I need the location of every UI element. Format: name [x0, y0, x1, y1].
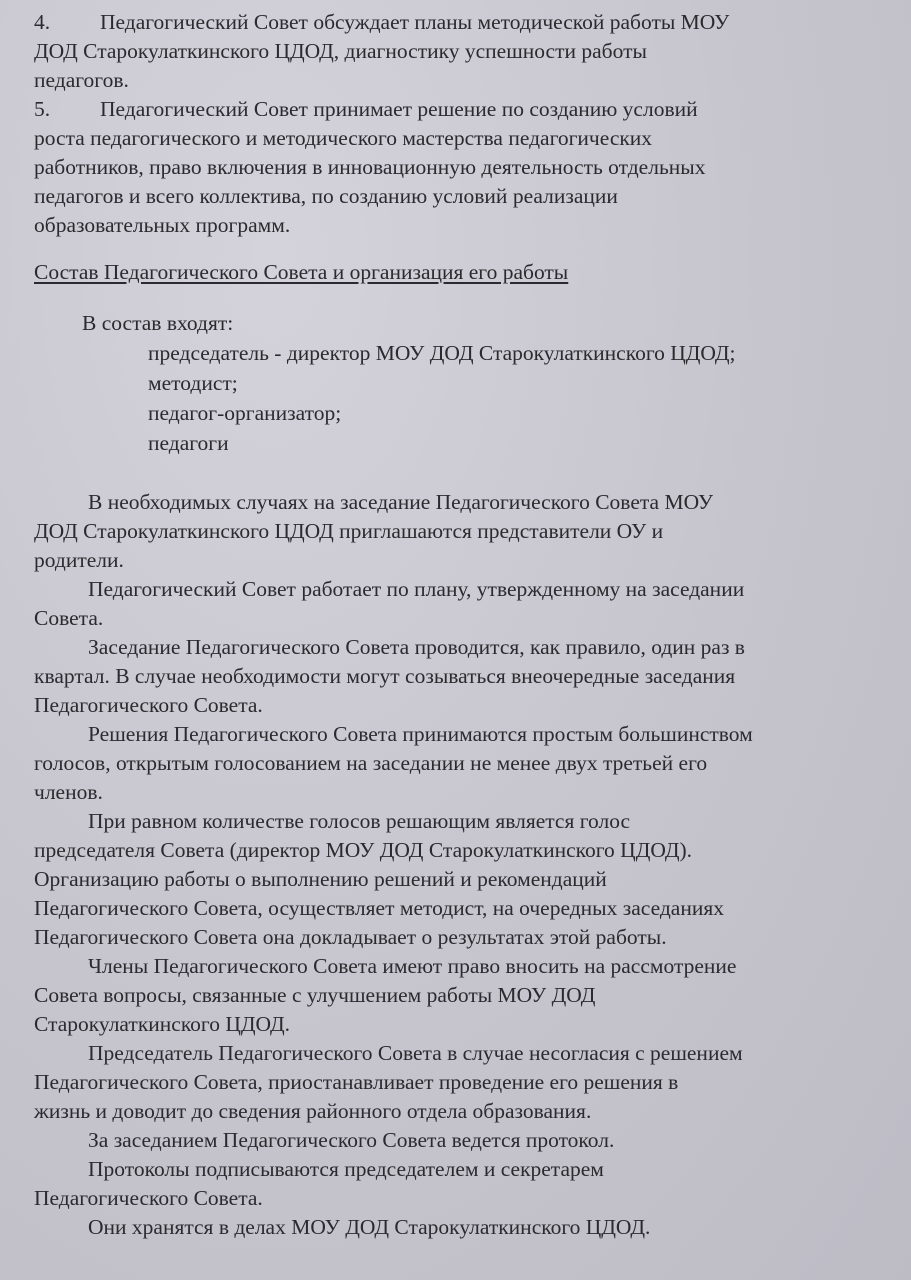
composition-intro: В состав входят:	[82, 311, 234, 335]
text-line: ДОД Старокулаткинского ЦДОД приглашаются представители ОУ и	[34, 519, 664, 543]
paragraph	[34, 633, 881, 720]
text-line: педагогов и всего коллектива, по созданию условий реализации	[34, 184, 618, 208]
text-line: образовательных программ.	[34, 213, 291, 237]
text-line: Председатель Педагогического Совета в случае несогласия с решением	[88, 1041, 743, 1065]
text-line: членов.	[34, 780, 103, 804]
text-line: Решения Педагогического Совета принимаются простым большинством	[88, 722, 753, 746]
text-line: ДОД Старокулаткинского ЦДОД, диагностику успешности работы	[34, 39, 647, 63]
composition-member: педагог-организатор;	[148, 401, 342, 425]
numbered-item-5	[34, 95, 881, 240]
paragraph	[34, 488, 881, 575]
paragraph	[34, 1213, 881, 1242]
paragraph	[34, 1039, 881, 1126]
section-heading: Состав Педагогического Совета и организация его работы	[34, 260, 569, 284]
paragraph	[34, 1155, 881, 1213]
text-line: роста педагогического и методического мастерства педагогических	[34, 126, 653, 150]
text-line: В необходимых случаях на заседание Педагогического Совета МОУ	[88, 490, 714, 514]
text-line: работников, право включения в инновационную деятельность отдельных	[34, 155, 706, 179]
item-number: 5.	[34, 97, 51, 121]
numbered-item-4	[34, 8, 881, 95]
item-number: 4.	[34, 10, 51, 34]
paragraph	[34, 720, 881, 807]
text-line: При равном количестве голосов решающим является голос	[88, 809, 631, 833]
text-line: Старокулаткинского ЦДОД.	[34, 1012, 291, 1036]
text-line: Педагогического Совета, приостанавливает проведение его решения в	[34, 1070, 679, 1094]
text-line: Они хранятся в делах МОУ ДОД Старокулаткинского ЦДОД.	[88, 1215, 651, 1239]
paragraph	[34, 1126, 881, 1155]
text-line: Педагогический Совет работает по плану, утвержденному на заседании	[88, 577, 745, 601]
text-line: Педагогического Совета.	[34, 1186, 263, 1210]
text-line: 4. Педагогический Совет обсуждает планы методической работы МОУ	[34, 8, 881, 37]
text-line: Заседание Педагогического Совета проводится, как правило, один раз в	[88, 635, 745, 659]
text-line: Педагогического Совета, осуществляет методист, на очередных заседаниях	[34, 896, 724, 920]
text-line: Члены Педагогического Совета имеют право вносить на рассмотрение	[88, 954, 737, 978]
text-line: Совета.	[34, 606, 104, 630]
composition-member: методист;	[148, 371, 238, 395]
composition-member: председатель - директор МОУ ДОД Старокулаткинского ЦДОД;	[148, 341, 736, 365]
composition-list	[34, 309, 881, 458]
paragraph	[34, 575, 881, 633]
paragraph	[34, 807, 881, 952]
text-line: Педагогического Совета.	[34, 693, 263, 717]
text-line: Педагогического Совета она докладывает о результатах этой работы.	[34, 925, 667, 949]
text-line: педагогов.	[34, 68, 129, 92]
text-line: голосов, открытым голосованием на заседании не менее двух третьей его	[34, 751, 708, 775]
text-line: председателя Совета (директор МОУ ДОД Старокулаткинского ЦДОД).	[34, 838, 693, 862]
text-line: Протоколы подписываются председателем и секретарем	[88, 1157, 604, 1181]
composition-member: педагоги	[148, 431, 229, 455]
text-line: За заседанием Педагогического Совета ведется протокол.	[88, 1128, 615, 1152]
text-line: Организацию работы о выполнению решений и рекомендаций	[34, 867, 607, 891]
text-line: родители.	[34, 548, 124, 572]
text-line: 5. Педагогический Совет принимает решение по созданию условий	[34, 95, 881, 124]
text-line: квартал. В случае необходимости могут созываться внеочередные заседания	[34, 664, 736, 688]
paragraph	[34, 952, 881, 1039]
text-line: Совета вопросы, связанные с улучшением работы МОУ ДОД	[34, 983, 596, 1007]
text-line: жизнь и доводит до сведения районного отдела образования.	[34, 1099, 592, 1123]
